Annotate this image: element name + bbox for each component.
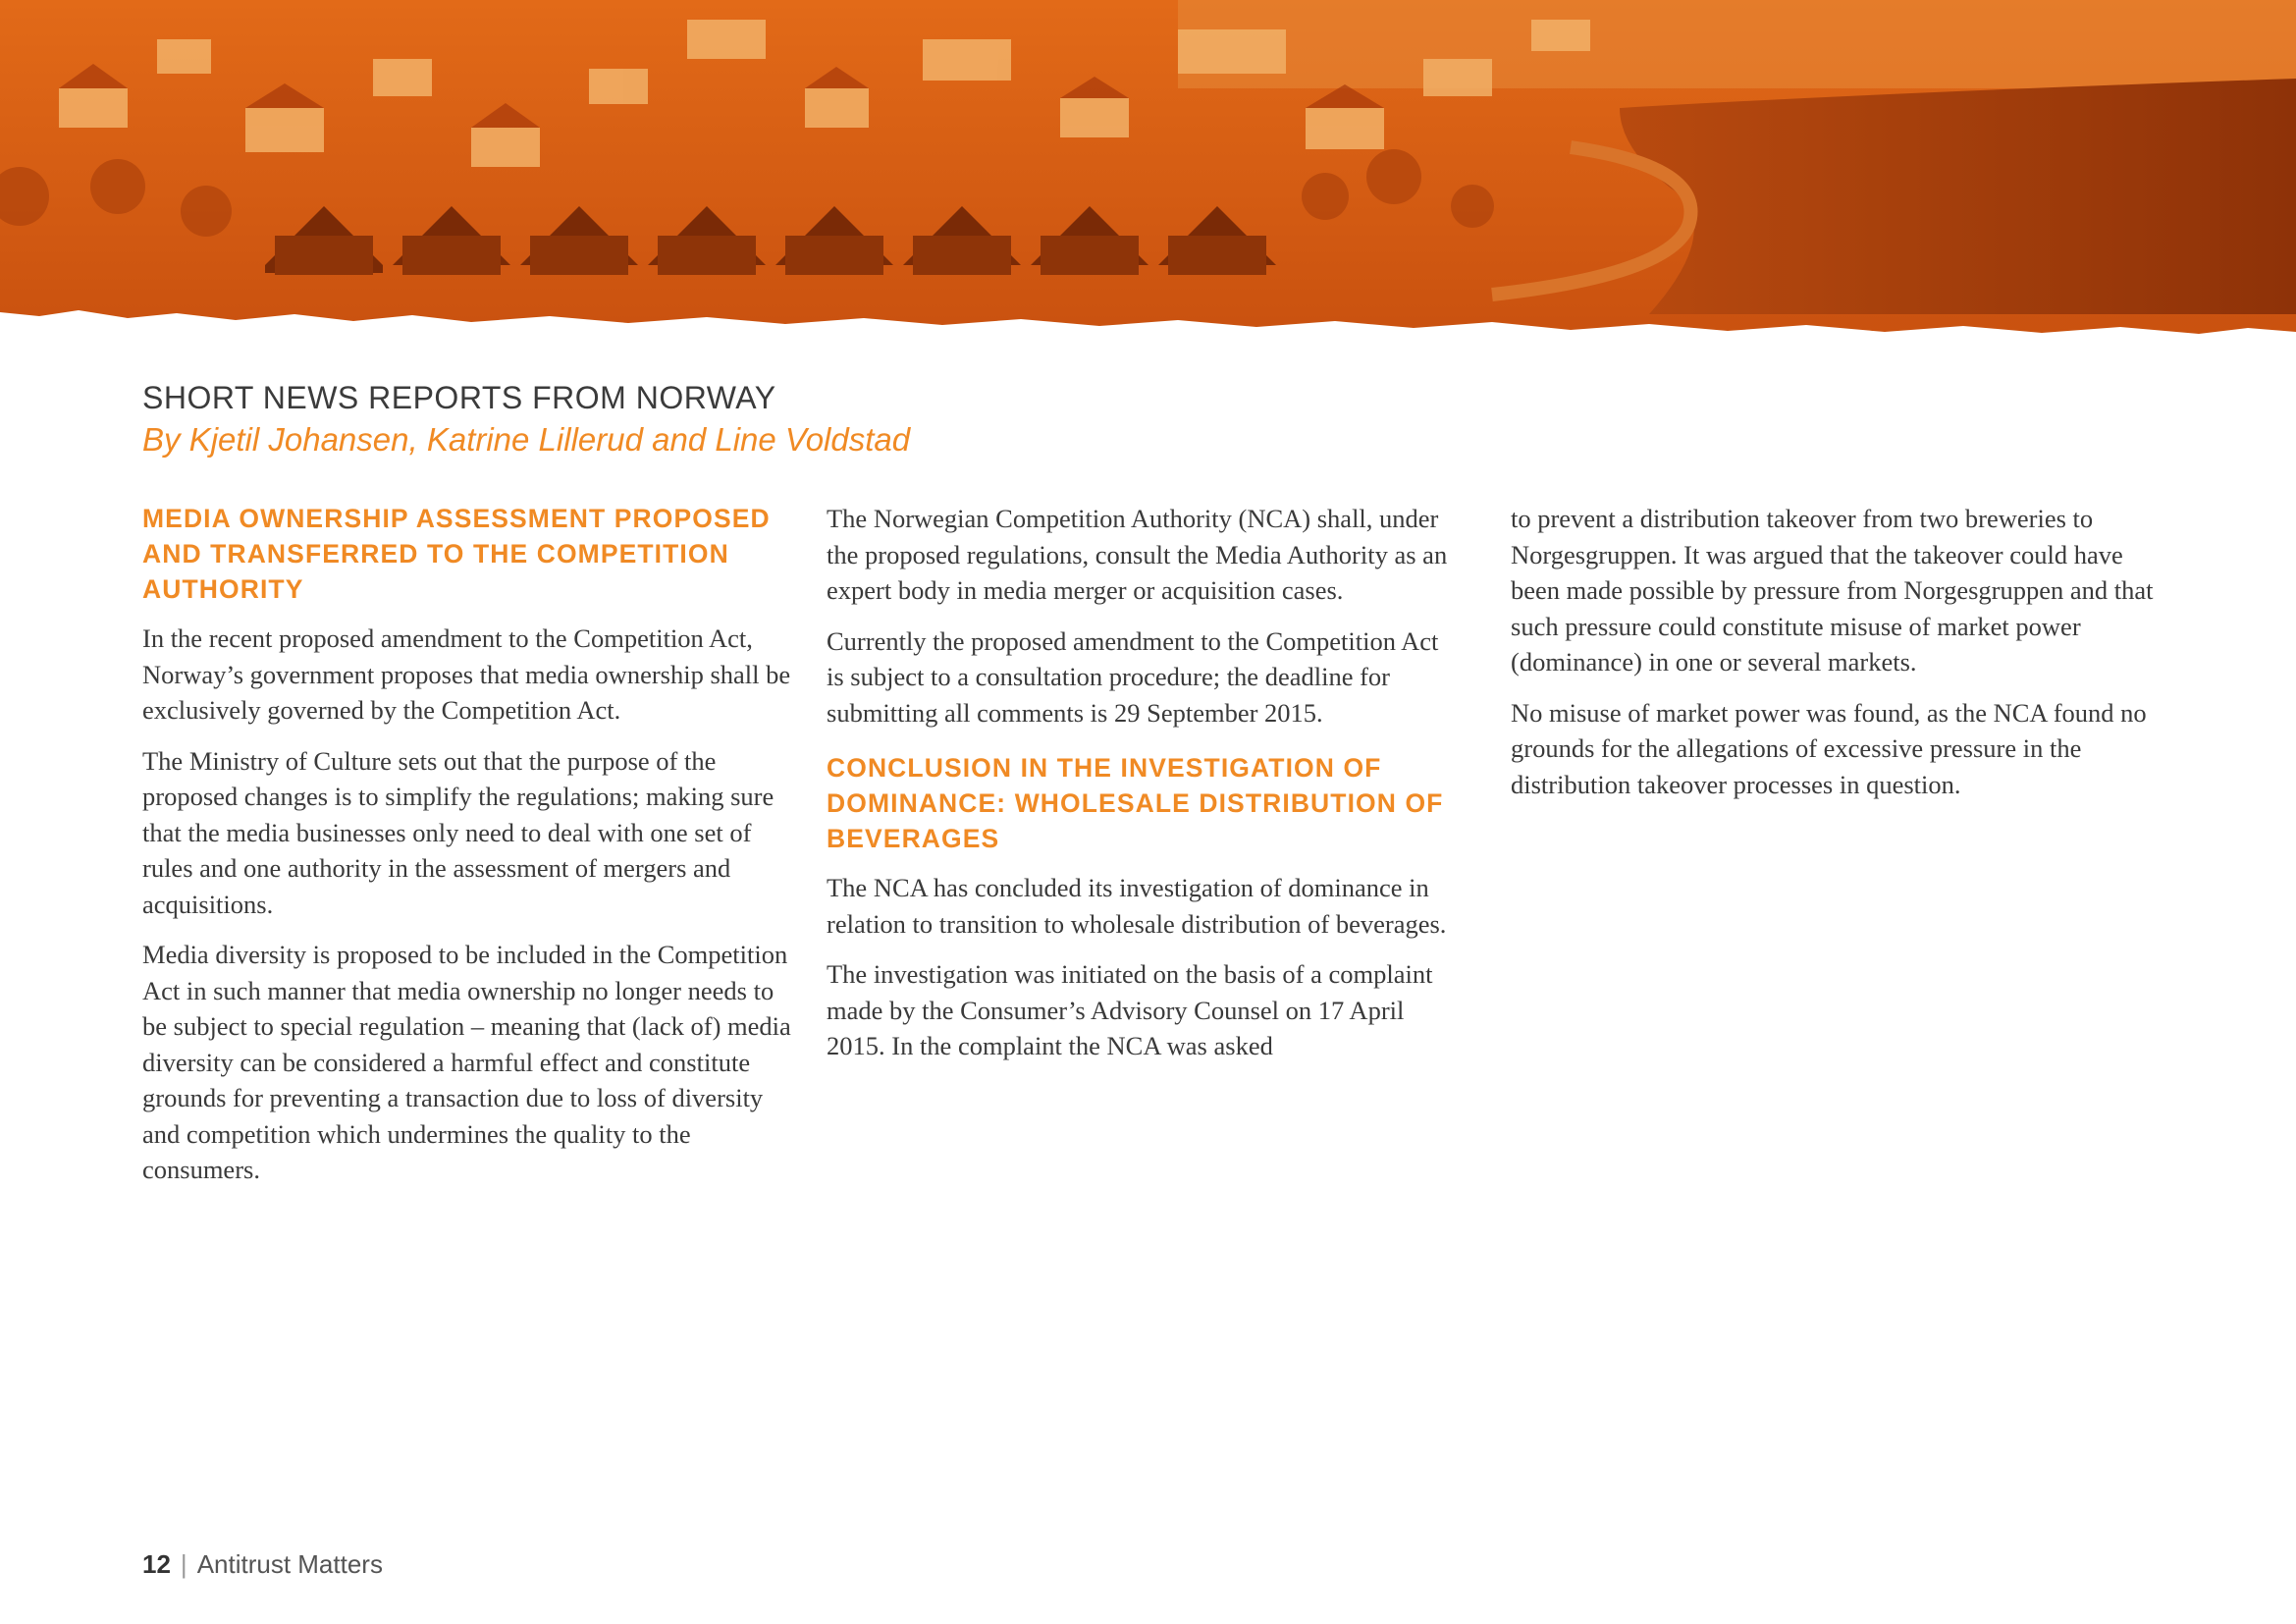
page-header — [142, 378, 1124, 462]
article-paragraph: Media diversity is proposed to be included in the Competition Act in such manner that media ownership no longer needs to be subject to special regulation – meaning that (lack of) media diversity can be considered a harmful effect and constitute grounds for preventing a transaction due to loss of diversity and competition which undermines the quality to the consumers. — [142, 940, 791, 1184]
page-number: 12 — [142, 1549, 171, 1579]
column-3 — [1511, 501, 2159, 817]
article-paragraph: The Ministry of Culture sets out that the purpose of the proposed changes is to simplify the regulations; making sure that the media businesses only need to deal with one set of rules and one authority in the assessment of mergers and acquisitions. — [142, 745, 774, 919]
village-fjord-photo — [0, 0, 2296, 339]
header-photo-banner — [0, 0, 2296, 339]
article-heading-dominance-investigation: CONCLUSION IN THE INVESTIGATION OF DOMINANCE: WHOLESALE DISTRIBUTION OF BEVERAGES — [827, 753, 1444, 853]
article-paragraph: Currently the proposed amendment to the Competition Act is subject to a consultation procedure; the deadline for submitting all comments is 29 September 2015. — [827, 625, 1439, 728]
column-1 — [142, 501, 795, 1203]
article-paragraph: No misuse of market power was found, as the NCA found no grounds for the allegations of excessive pressure in the distribution takeover processes in question. — [1511, 697, 2147, 799]
article-paragraph: The NCA has concluded its investigation of dominance in relation to transition to wholesale distribution of beverages. — [827, 873, 1447, 939]
footer-separator: | — [180, 1549, 187, 1579]
page-footer — [142, 1549, 383, 1580]
article-paragraph: The Norwegian Competition Authority (NCA) shall, under the proposed regulations, consult the Media Authority as an expert body in media merger or acquisition cases. — [827, 504, 1448, 605]
column-2 — [827, 501, 1455, 1079]
section-title: SHORT NEWS REPORTS FROM NORWAY — [142, 380, 776, 415]
article-paragraph: In the recent proposed amendment to the Competition Act, Norway’s government proposes that media ownership shall be exclusively governed by the Competition Act. — [142, 623, 791, 725]
article-heading-media-ownership: MEDIA OWNERSHIP ASSESSMENT PROPOSED AND TRANSFERRED TO THE COMPETITION AUTHORITY — [142, 504, 771, 604]
article-paragraph: The investigation was initiated on the basis of a complaint made by the Consumer’s Advisory Counsel on 17 April 2015. In the complaint the NCA was asked — [827, 959, 1433, 1060]
article-paragraph: to prevent a distribution takeover from two breweries to Norgesgruppen. It was argued that the takeover could have been made possible by pressure from Norgesgruppen and that such pressure could constitute misuse of market power (dominance) in one or several markets. — [1511, 504, 2154, 677]
publication-name: Antitrust Matters — [196, 1549, 383, 1579]
author-byline: By Kjetil Johansen, Katrine Lillerud and Line Voldstad — [142, 421, 911, 458]
